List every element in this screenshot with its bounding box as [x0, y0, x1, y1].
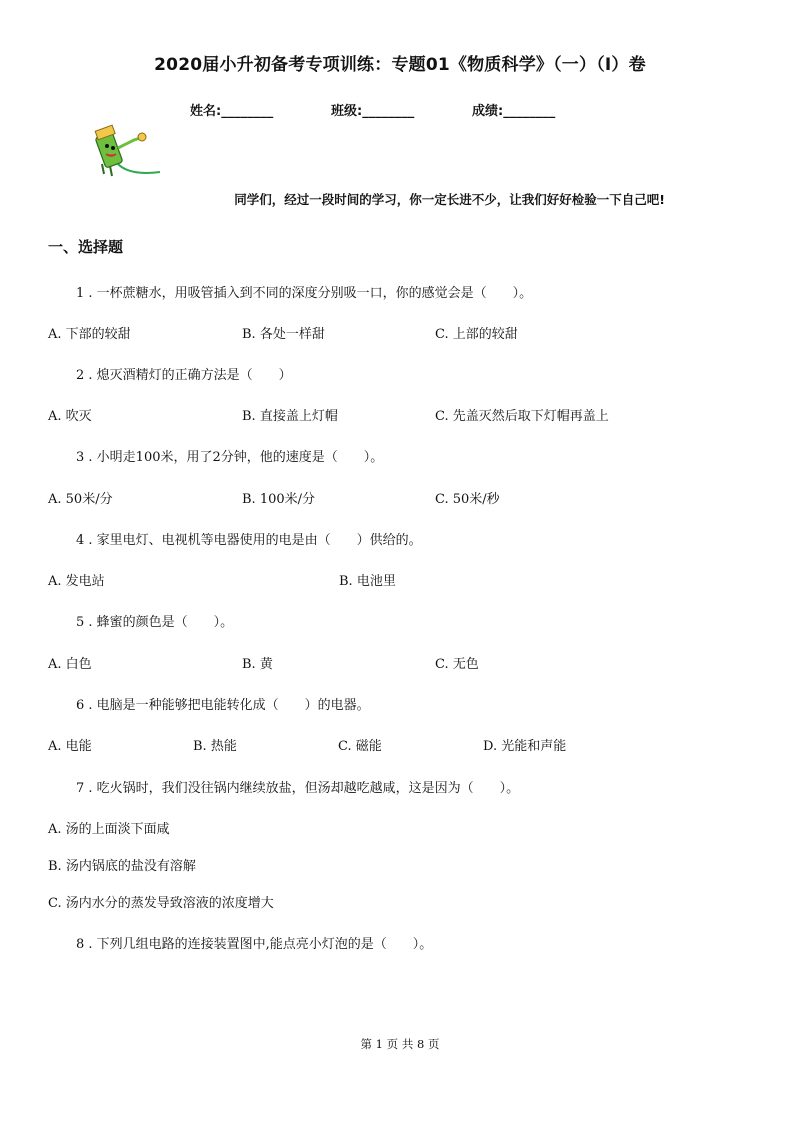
- page-title: 2020届小升初备考专项训练：专题01《物质科学》（一）（I）卷: [154, 55, 646, 75]
- q2-option-c[interactable]: C. 先盖灭然后取下灯帽再盖上: [435, 409, 609, 424]
- q6-option-a[interactable]: A. 电能: [48, 739, 92, 754]
- name-field[interactable]: 姓名:________: [190, 104, 274, 119]
- question-8: 8 . 下列几组电路的连接装置图中,能点亮小灯泡的是（ ）。: [76, 937, 433, 952]
- q7-option-a[interactable]: A. 汤的上面淡下面咸: [48, 822, 170, 837]
- q1-option-a[interactable]: A. 下部的较甜: [48, 327, 131, 342]
- pencil-mascot-icon: [90, 124, 160, 180]
- q5-option-a[interactable]: A. 白色: [48, 657, 92, 672]
- question-6: 6 . 电脑是一种能够把电能转化成（ ）的电器。: [76, 698, 370, 713]
- q5-option-b[interactable]: B. 黄: [242, 657, 273, 672]
- q6-option-d[interactable]: D. 光能和声能: [483, 739, 567, 754]
- q3-option-b[interactable]: B. 100米/分: [242, 492, 316, 507]
- q2-option-a[interactable]: A. 吹灭: [48, 409, 92, 424]
- question-7: 7 . 吃火锅时，我们没往锅内继续放盐，但汤却越吃越咸，这是因为（ ）。: [76, 781, 520, 796]
- page-footer: 第 1 页 共 8 页: [360, 1037, 440, 1051]
- q1-option-c[interactable]: C. 上部的较甜: [435, 327, 518, 342]
- question-5: 5 . 蜂蜜的颜色是（ ）。: [76, 615, 234, 630]
- encouragement-text: 同学们，经过一段时间的学习，你一定长进不少，让我们好好检验一下自己吧!: [234, 192, 665, 207]
- q7-option-c[interactable]: C. 汤内水分的蒸发导致溶液的浓度增大: [48, 896, 274, 911]
- q3-option-c[interactable]: C. 50米/秒: [435, 492, 500, 507]
- q1-option-b[interactable]: B. 各处一样甜: [242, 327, 325, 342]
- q7-option-b[interactable]: B. 汤内锅底的盐没有溶解: [48, 859, 196, 874]
- q6-option-b[interactable]: B. 热能: [193, 739, 237, 754]
- q2-option-b[interactable]: B. 直接盖上灯帽: [242, 409, 338, 424]
- question-4: 4 . 家里电灯、电视机等电器使用的电是由（ ）供给的。: [76, 533, 422, 548]
- question-3: 3 . 小明走100米，用了2分钟，他的速度是（ ）。: [76, 450, 384, 465]
- score-field[interactable]: 成绩:________: [472, 104, 556, 119]
- question-2: 2 . 熄灭酒精灯的正确方法是（ ）: [76, 368, 292, 383]
- question-1: 1 . 一杯蔗糖水，用吸管插入到不同的深度分别吸一口，你的感觉会是（ ）。: [76, 286, 533, 301]
- q4-option-b[interactable]: B. 电池里: [339, 574, 396, 589]
- section-title: 一、选择题: [48, 238, 124, 256]
- q3-option-a[interactable]: A. 50米/分: [48, 492, 113, 507]
- class-field[interactable]: 班级:________: [331, 104, 415, 119]
- q5-option-c[interactable]: C. 无色: [435, 657, 479, 672]
- q4-option-a[interactable]: A. 发电站: [48, 574, 105, 589]
- q6-option-c[interactable]: C. 磁能: [338, 739, 382, 754]
